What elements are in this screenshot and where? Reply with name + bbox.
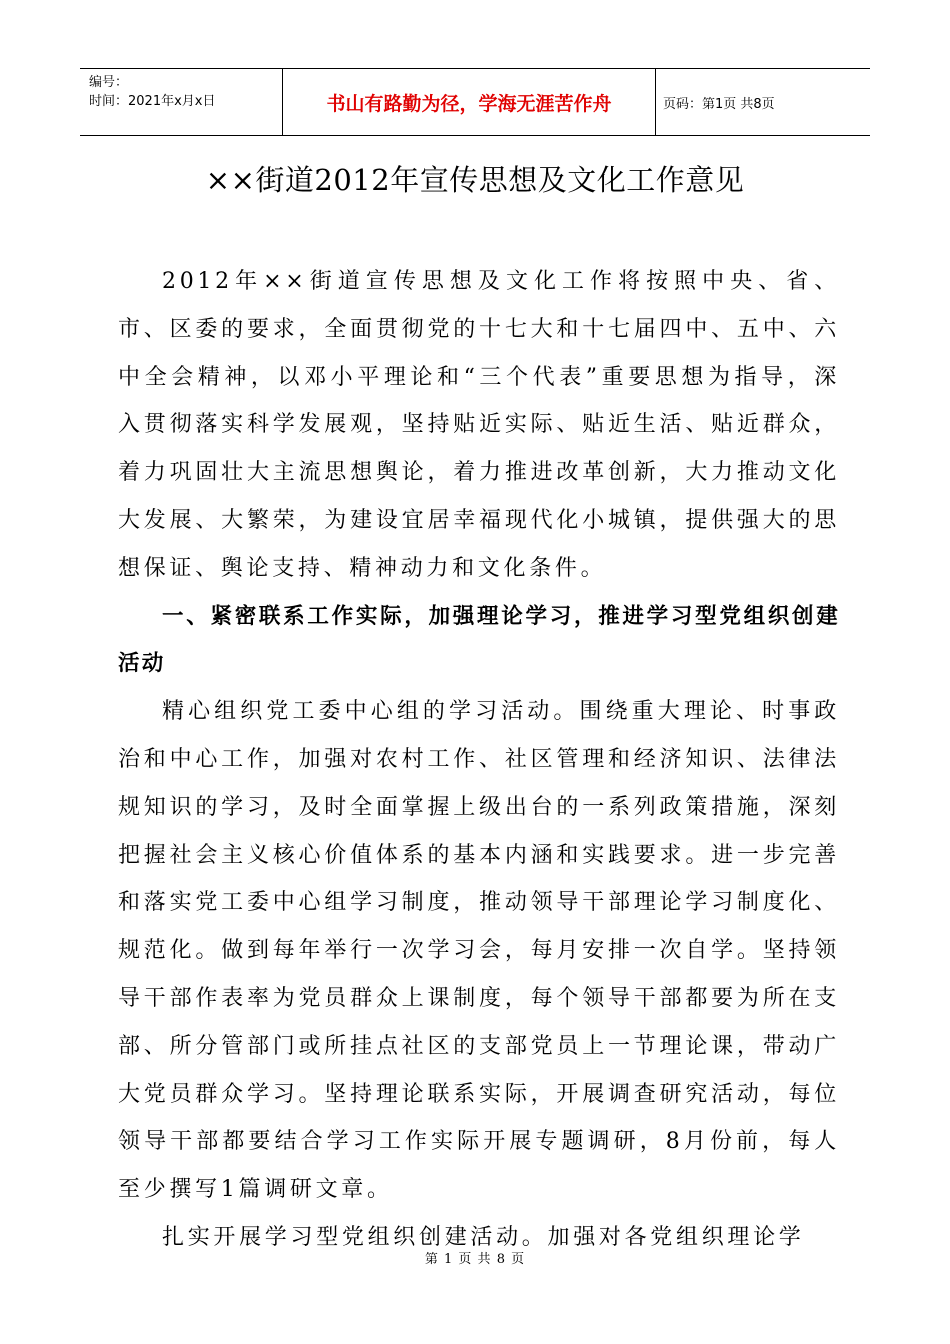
- page-info: 页码：第1页 共8页: [663, 96, 775, 112]
- header-table: [80, 68, 870, 136]
- paragraph-party-org: 扎实开展学习型党组织创建活动。加强对各党组织理论学: [162, 1224, 805, 1250]
- motto-text: 书山有路勤为径，学海无涯苦作舟: [326, 92, 612, 115]
- date-label: 时间：2021年x月x日: [89, 94, 216, 109]
- header-page-cell: [656, 69, 870, 135]
- serial-label: 编号：: [89, 75, 129, 90]
- paragraph-study: 精心组织党工委中心组的学习活动。围绕重大理论、时事政治和中心工作，加强对农村工作、社区管理和经济知识、法律法规知识的学习，及时全面掌握上级出台的一系列政策措施，深刻把握社会主义核心价值体系的基本内涵和实践要求。进一步完善和落实党工委中心组学习制度，推动领导干部理论学习制度化、规范化。做到每年举行一次学习会，每月安排一次自学。坚持领导干部作表率为党员群众上课制度，每个领导干部都要为所在支部、所分管部门或所挂点社区的支部党员上一节理论课，带动广大党员群众学习。坚持理论联系实际，开展调查研究活动，每位领导干部都要结合学习工作实际开展专题调研，8月份前，每人至少撰写1篇调研文章。: [118, 699, 840, 1203]
- header-motto-cell: [283, 69, 656, 135]
- paragraph-intro: 2012年××街道宣传思想及文化工作将按照中央、省、市、区委的要求，全面贯彻党的十七大和十七届四中、五中、六中全会精神，以邓小平理论和“三个代表”重要思想为指导，深入贯彻落实科学发展观，坚持贴近实际、贴近生活、贴近群众，着力巩固壮大主流思想舆论，着力推进改革创新，大力推动文化大发展、大繁荣，为建设宜居幸福现代化小城镇，提供强大的思想保证、舆论支持、精神动力和文化条件。: [118, 269, 840, 581]
- page-footer: 第 1 页 共 8 页: [424, 1252, 526, 1267]
- section-heading-1: 一、紧密联系工作实际，加强理论学习，推进学习型党组织创建活动: [118, 603, 840, 677]
- header-meta-cell: [80, 69, 283, 135]
- document-title: ××街道2012年宣传思想及文化工作意见: [205, 163, 745, 197]
- document-body: [118, 258, 840, 1262]
